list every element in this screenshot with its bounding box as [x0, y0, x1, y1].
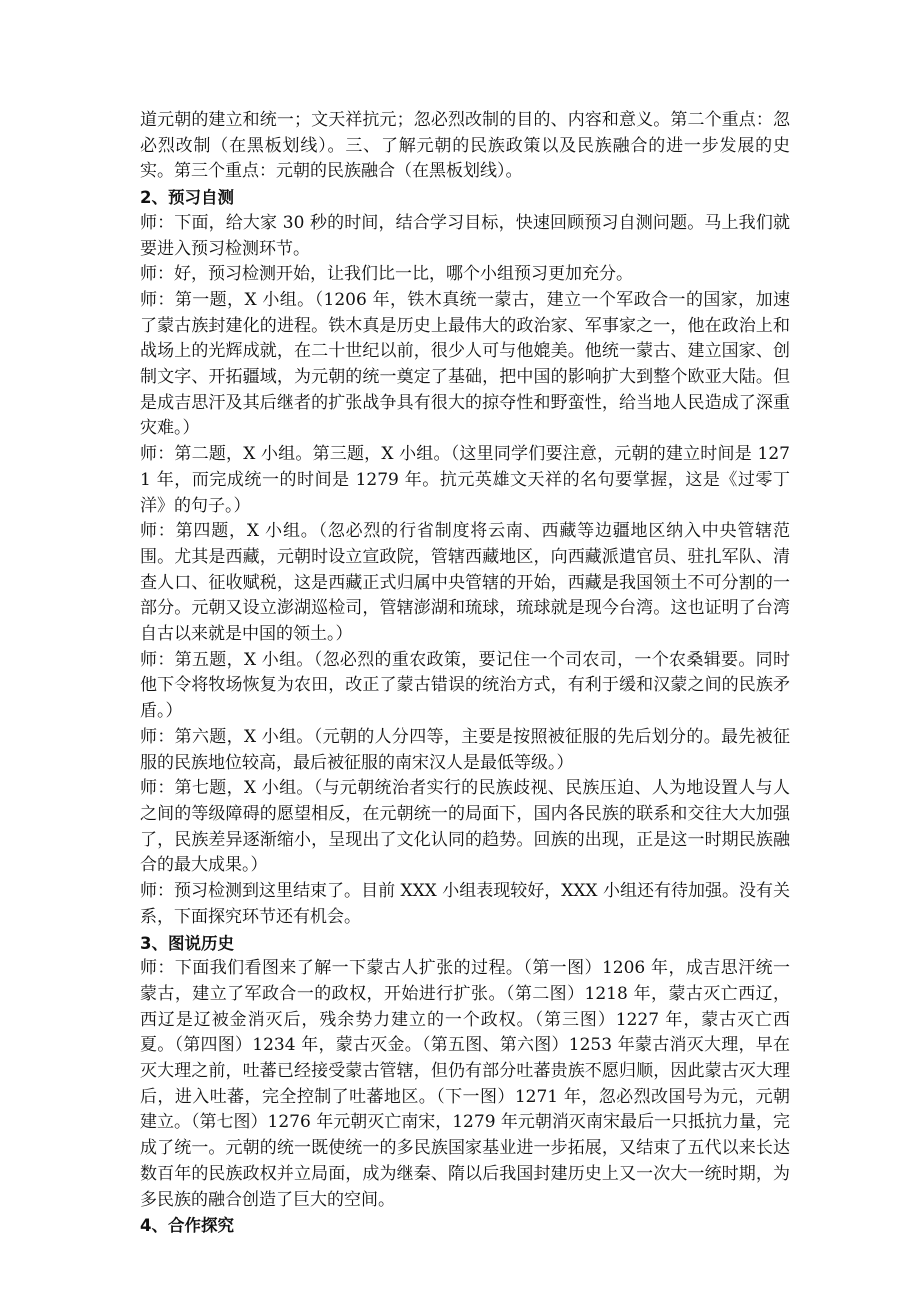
paragraph-question-2-3: 师：第二题，X 小组。第三题，X 小组。（这里同学们要注意，元朝的建立时间是 1271 年，而完成统一的时间是 1279 年。抗元英雄文天祥的名句要掌握，这是《过零丁洋》的句子。）	[140, 444, 790, 516]
paragraph-teacher-intro: 师：下面，给大家 30 秒的时间，结合学习目标，快速回顾预习自测问题。马上我们就要进入预习检测环节。	[140, 212, 790, 259]
paragraph-objectives-continued: 道元朝的建立和统一；文天祥抗元；忽必烈改制的目的、内容和意义。第二个重点：忽必烈改制（在黑板划线）。三、了解元朝的民族政策以及民族融合的进一步发展的史实。第三个重点：元朝的民族融合（在黑板划线）。	[140, 110, 790, 182]
section-heading-illustrated-history: 3、图说历史	[140, 933, 234, 953]
paragraph-question-7: 师：第七题，X 小组。（与元朝统治者实行的民族歧视、民族压迫、人为地设置人与人之间的等级障碍的愿望相反，在元朝统一的局面下，国内各民族的联系和交往大大加强了，民族差异逐渐缩小，呈现出了文化认同的趋势。回族的出现，正是这一时期民族融合的最大成果。）	[140, 778, 790, 876]
paragraph-mongol-expansion: 师：下面我们看图来了解一下蒙古人扩张的过程。（第一图）1206 年，成吉思汗统一蒙古，建立了军政合一的政权，开始进行扩张。（第二图）1218 年，蒙古灭亡西辽，西辽是辽被金消灭后，残余势力建立的一个政权。（第三图）1227 年，蒙古灭亡西夏。（第四图）1234 年，蒙古灭金。（第五图、第六图）1253 年蒙古消灭大理，早在灭大理之前，吐蕃已经接受蒙古管辖，但仍有部分吐蕃贵族不愿归顺，因此蒙古灭大理后，进入吐蕃，完全控制了吐蕃地区。（下一图）1271 年，忽必烈改国号为元，元朝建立。（第七图）1276 年元朝灭亡南宋，1279 年元朝消灭南宋最后一只抵抗力量，完成了统一。元朝的统一既使统一的多民族国家基业进一步拓展，又结束了五代以来长达数百年的民族政权并立局面，成为继秦、隋以后我国封建历史上又一次大一统时期，为多民族的融合创造了巨大的空间。	[140, 958, 790, 1210]
section-heading-cooperative-inquiry: 4、合作探究	[140, 1216, 234, 1236]
document-page	[140, 108, 790, 1239]
paragraph-question-6: 师：第六题，X 小组。（元朝的人分四等，主要是按照被征服的先后划分的。最先被征服的民族地位较高，最后被征服的南宋汉人是最低等级。）	[140, 726, 790, 773]
section-heading-preview-test: 2、预习自测	[140, 188, 234, 208]
paragraph-question-4: 师：第四题，X 小组。（忽必烈的行省制度将云南、西藏等边疆地区纳入中央管辖范围。尤其是西藏，元朝时设立宣政院，管辖西藏地区，向西藏派遣官员、驻扎军队、清查人口、征收赋税，这是西藏正式归属中央管辖的开始，西藏是我国领土不可分割的一部分。元朝又设立澎湖巡检司，管辖澎湖和琉球，琉球就是现今台湾。这也证明了台湾自古以来就是中国的领土。）	[140, 521, 790, 645]
paragraph-question-1: 师：第一题，X 小组。（1206 年，铁木真统一蒙古，建立一个军政合一的国家，加速了蒙古族封建化的进程。铁木真是历史上最伟大的政治家、军事家之一，他在政治上和战场上的光辉成就，在二十世纪以前，很少人可与他媲美。他统一蒙古、建立国家、创制文字、开拓疆域，为元朝的统一奠定了基础，把中国的影响扩大到整个欧亚大陆。但是成吉思汗及其后继者的扩张战争具有很大的掠夺性和野蛮性，给当地人民造成了深重灾难。）	[140, 289, 790, 439]
paragraph-test-end: 师：预习检测到这里结束了。目前 XXX 小组表现较好，XXX 小组还有待加强。没有关系，下面探究环节还有机会。	[140, 881, 790, 927]
paragraph-test-start: 师：好，预习检测开始，让我们比一比，哪个小组预习更加充分。	[140, 264, 633, 285]
paragraph-question-5: 师：第五题，X 小组。（忽必烈的重农政策，要记住一个司农司，一个农桑辑要。同时他下令将牧场恢复为农田，改正了蒙古错误的统治方式，有利于缓和汉蒙之间的民族矛盾。）	[140, 649, 790, 722]
